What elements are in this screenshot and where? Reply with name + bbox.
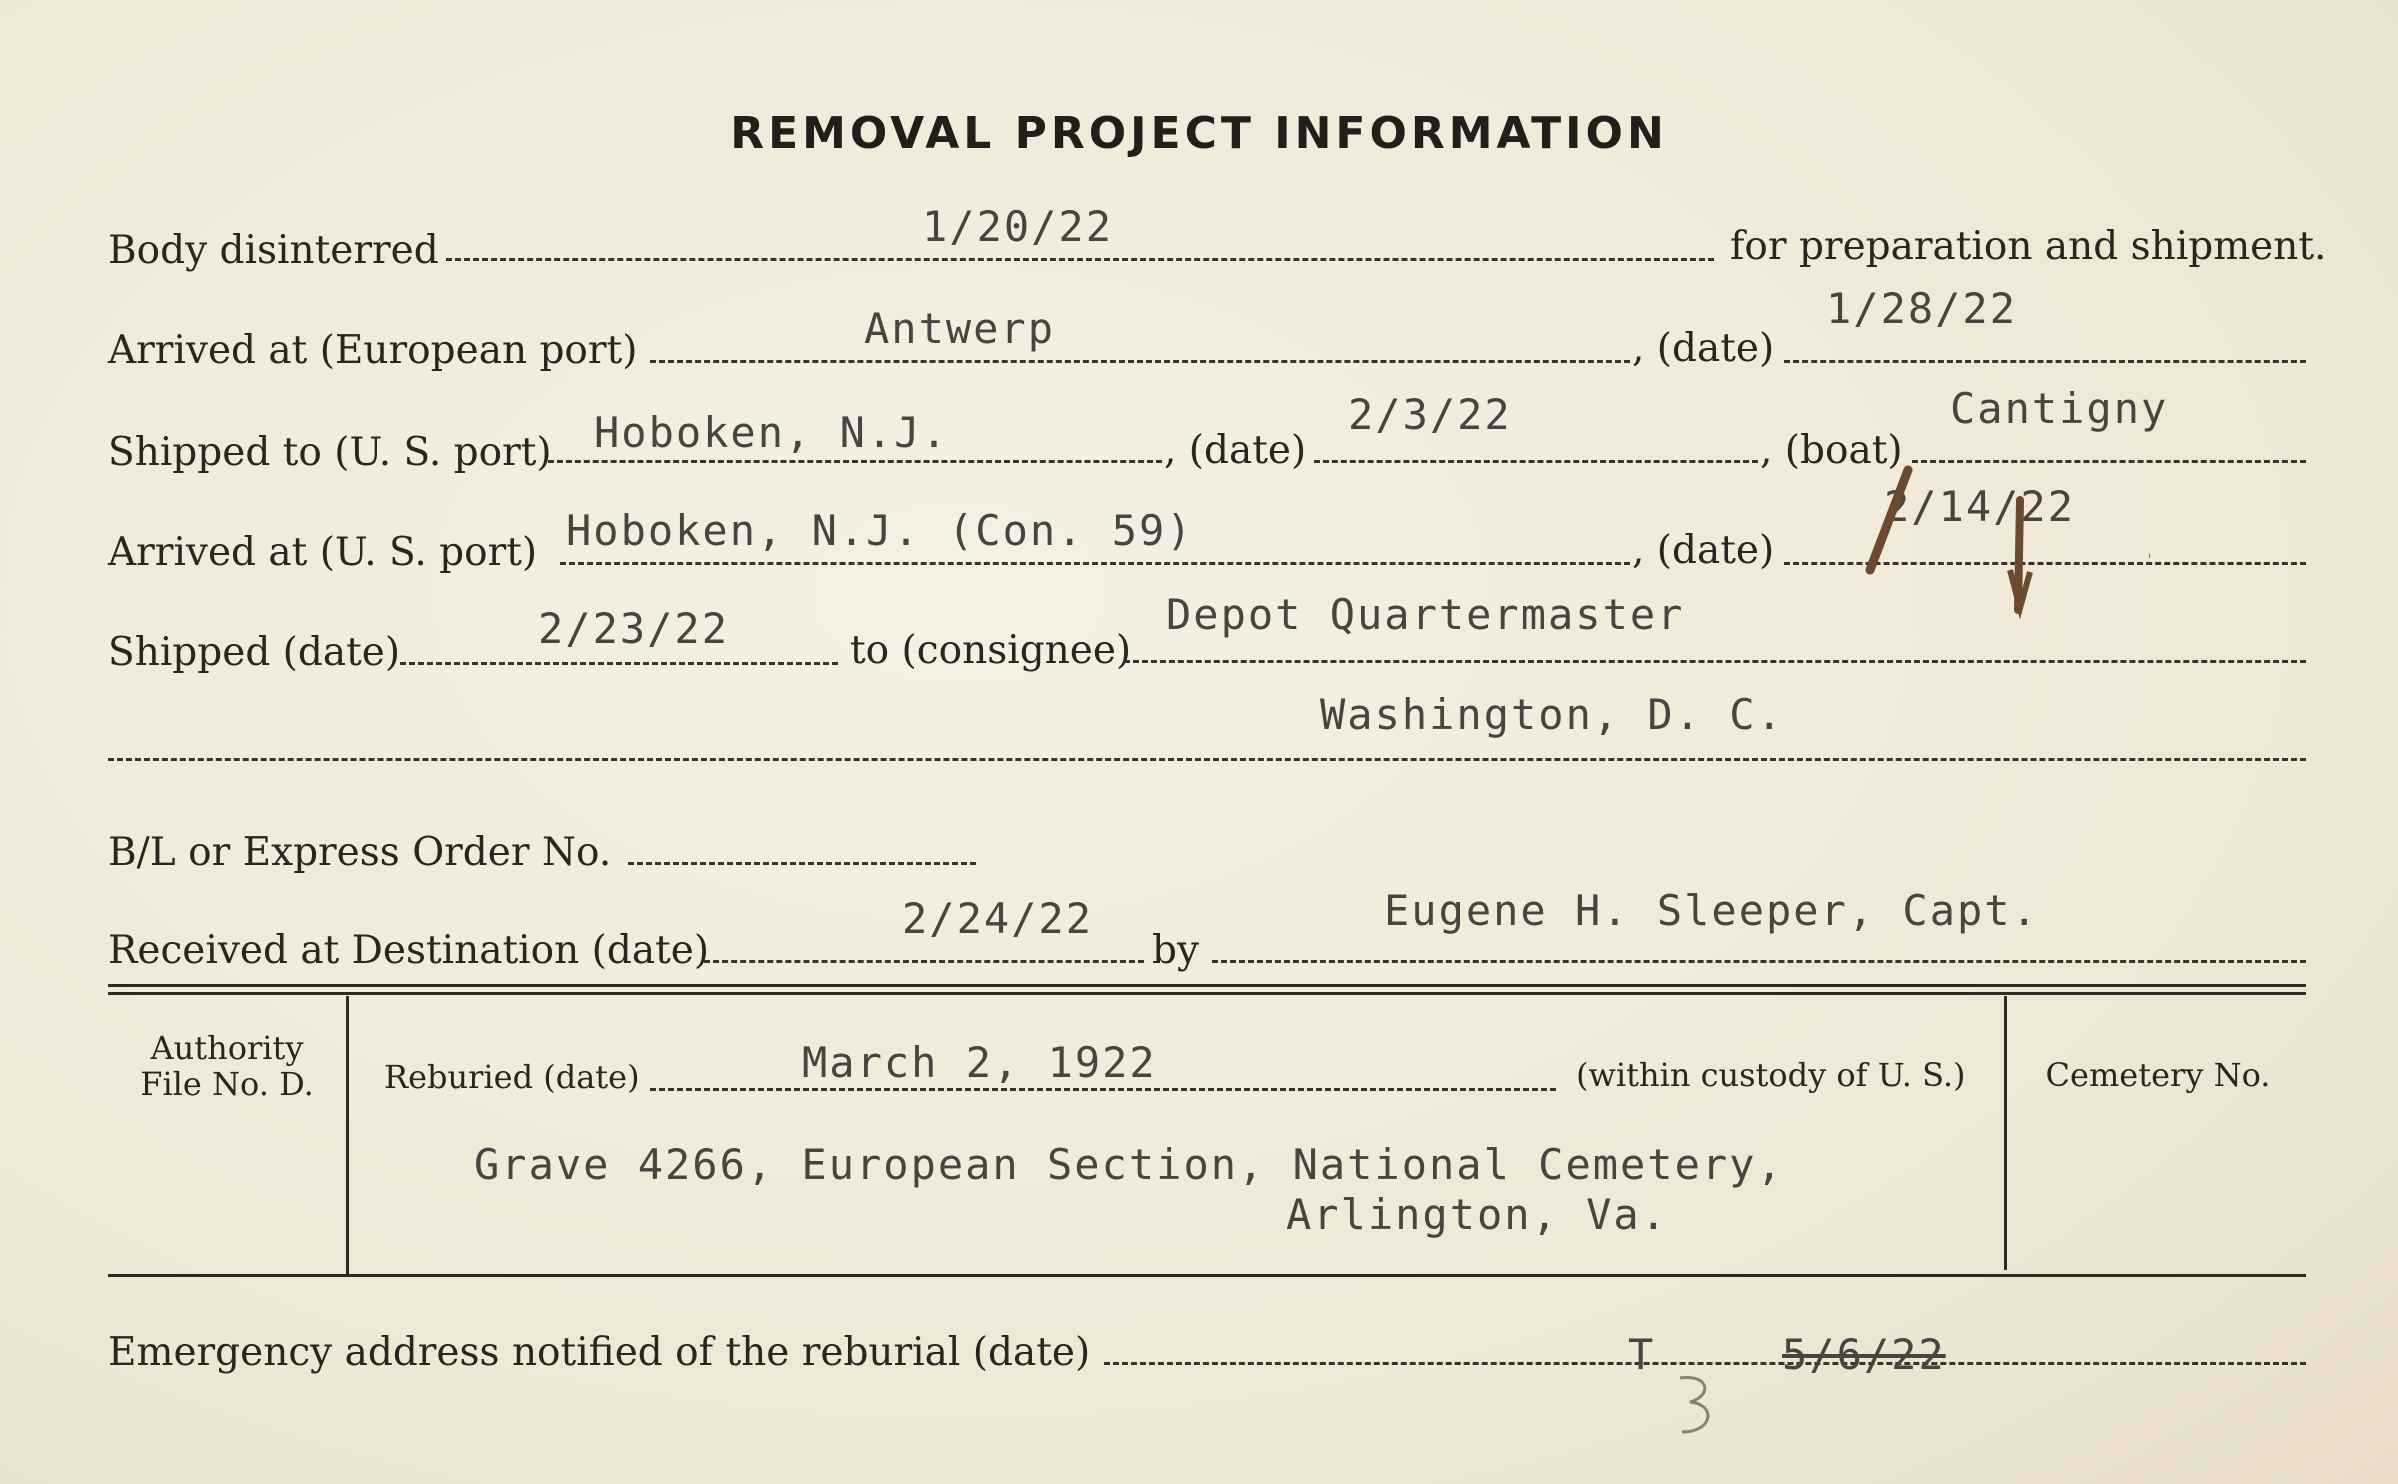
pen-check-mark-icon <box>1850 460 2150 620</box>
shipped-date: 2/23/22 <box>538 604 730 653</box>
european-port-date: 1/28/22 <box>1826 284 2018 333</box>
emergency-line <box>1104 1362 2306 1365</box>
custody-label: (within custody of U. S.) <box>1576 1056 1966 1094</box>
received-line <box>704 960 1144 963</box>
shipped-us-label: Shipped to (U. S. port) <box>108 430 552 475</box>
card-title: REMOVAL PROJECT INFORMATION <box>730 108 1668 159</box>
european-port-date-label: , (date) <box>1632 326 1775 371</box>
shipped-date-label: Shipped (date) <box>108 630 401 675</box>
grave-line-2: Arlington, Va. <box>1286 1190 1669 1239</box>
shipped-us-date-label: , (date) <box>1164 428 1307 473</box>
emergency-initial: T <box>1628 1330 1656 1379</box>
disinterred-date: 1/20/22 <box>922 202 1114 251</box>
european-port-value: Antwerp <box>864 304 1056 353</box>
box-bottom-rule <box>108 1274 2306 1277</box>
shipped-us-date: 2/3/22 <box>1348 390 1512 439</box>
arrived-us-date-label: , (date) <box>1632 528 1775 573</box>
arrived-us-label: Arrived at (U. S. port) <box>108 530 538 575</box>
received-by-line <box>1212 960 2306 963</box>
double-rule-bottom <box>108 992 2306 995</box>
disinterred-suffix: for preparation and shipment. <box>1730 224 2327 269</box>
arrived-us-line <box>560 562 1630 565</box>
shipped-us-boat-label: , (boat) <box>1760 428 1903 473</box>
emergency-date: 5/6/22 <box>1782 1330 1946 1379</box>
received-date: 2/24/22 <box>902 894 1094 943</box>
consignee-line-2 <box>108 758 2306 761</box>
consignee-line <box>1124 660 2306 663</box>
cemetery-no-label: Cemetery No. <box>2045 1056 2271 1094</box>
disinterred-label: Body disinterred <box>108 228 439 273</box>
shipped-us-date-line <box>1314 460 1758 463</box>
european-port-date-line <box>1784 360 2306 363</box>
european-port-line <box>650 360 1630 363</box>
reburied-label: Reburied (date) <box>384 1058 640 1096</box>
authority-label: Authority File No. D. <box>140 1029 314 1103</box>
received-by-label: by <box>1152 928 1199 973</box>
consignee-value: Depot Quartermaster <box>1166 590 1685 639</box>
european-port-label: Arrived at (European port) <box>108 328 638 373</box>
shipped-date-line <box>400 662 838 665</box>
shipped-us-line <box>548 460 1162 463</box>
pencil-mark-icon <box>1660 1366 1740 1446</box>
received-by: Eugene H. Sleeper, Capt. <box>1384 886 2039 935</box>
grave-line-1: Grave 4266, European Section, National Cemetery, <box>474 1140 1784 1189</box>
box-divider-right <box>2004 996 2007 1270</box>
received-label: Received at Destination (date) <box>108 928 710 973</box>
bl-line <box>628 862 976 865</box>
reburied-date: March 2, 1922 <box>802 1038 1157 1087</box>
consignee-label: to (consignee) <box>850 628 1132 673</box>
shipped-us-boat: Cantigny <box>1950 384 2169 433</box>
reburied-line <box>650 1088 1556 1091</box>
shipped-us-port: Hoboken, N.J. <box>594 408 949 457</box>
box-divider-left <box>346 996 349 1274</box>
double-rule-top <box>108 984 2306 987</box>
arrived-us-port: Hoboken, N.J. (Con. 59) <box>566 506 1194 555</box>
bl-label: B/L or Express Order No. <box>108 830 612 875</box>
disinterred-line <box>446 258 1714 261</box>
consignee-city: Washington, D. C. <box>1320 690 1784 739</box>
emergency-label: Emergency address notified of the reburial (date) <box>108 1330 1091 1375</box>
arrived-us-date: 2/14/22 <box>1884 482 2076 531</box>
